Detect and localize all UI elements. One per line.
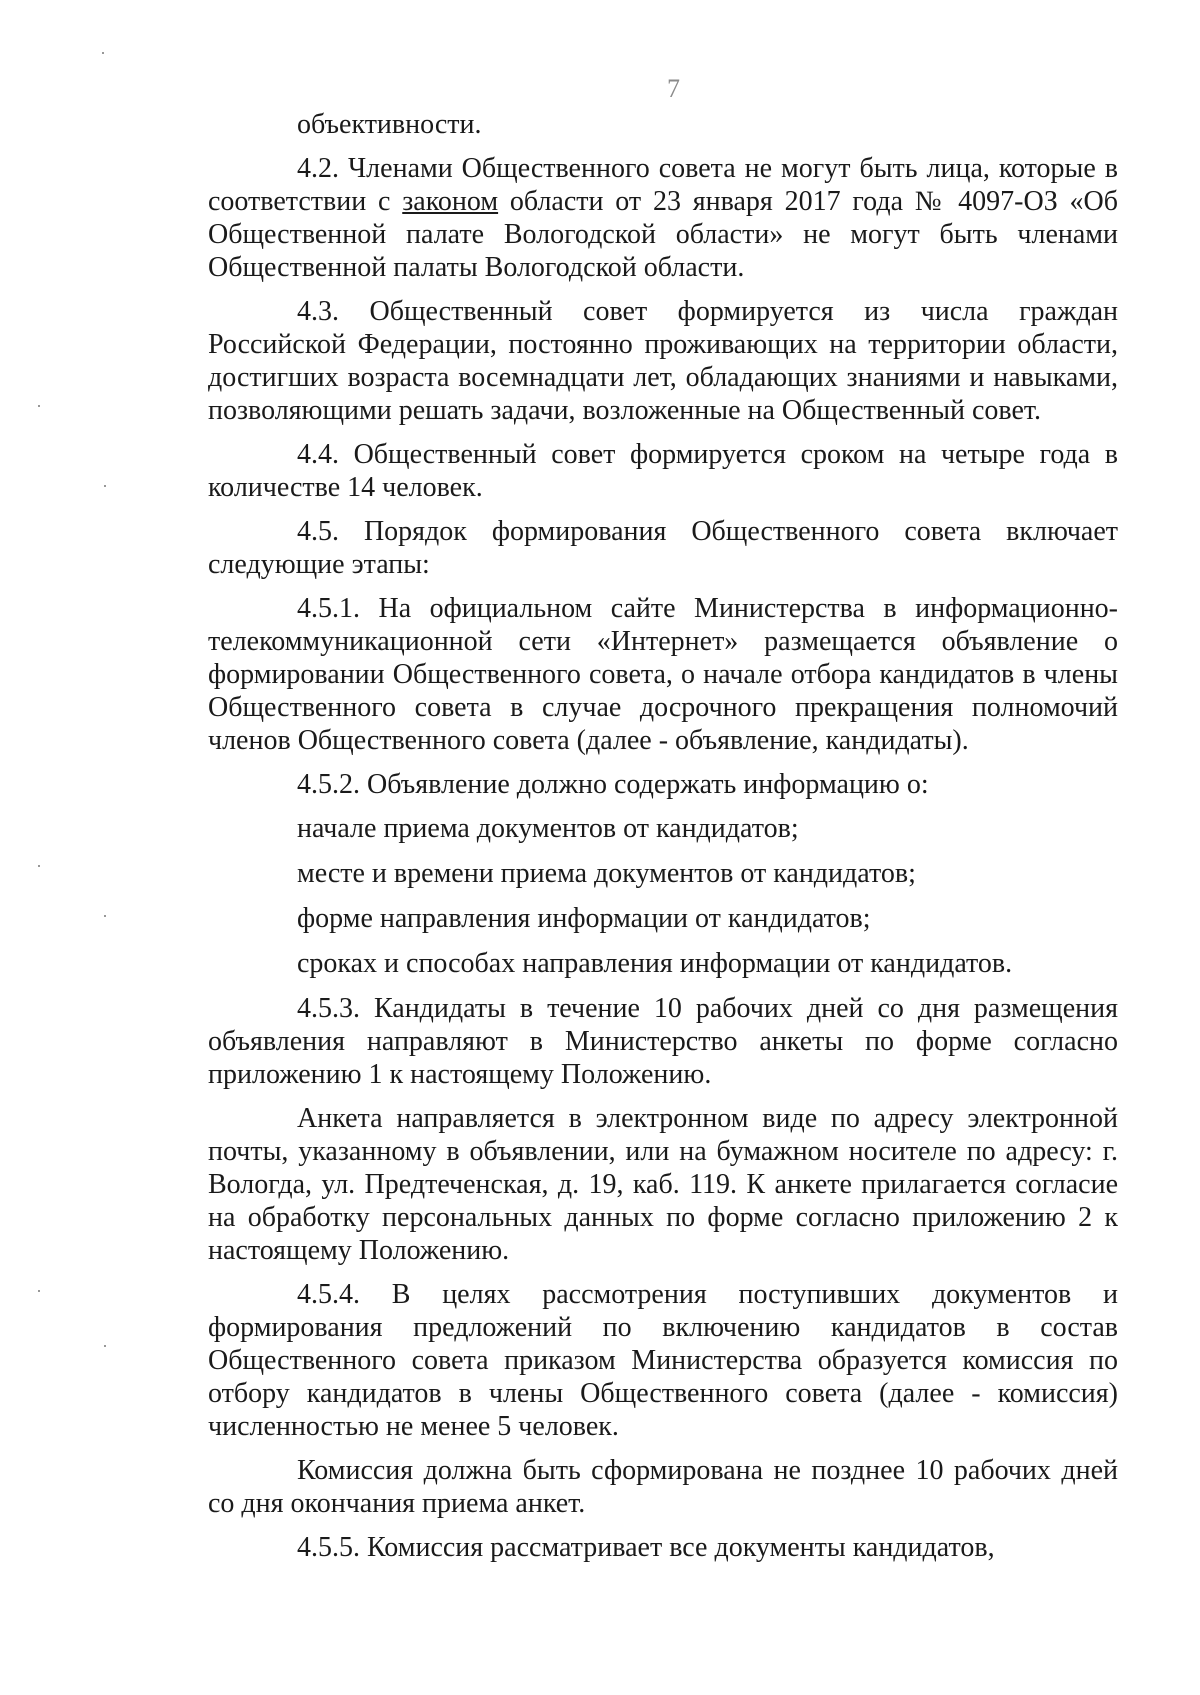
page-number: 7: [667, 74, 680, 103]
paragraph-application-form: Анкета направляется в электронном виде по адресу электронной почты, указанному в объявлении, или на бумажном носителе по адресу: г. Вологда, ул. Предтеченская, д. 19, каб. 119. К анкете прилагается согласие на обработку персональных данных по форме согласно приложению 2 к настоящему Положению.: [208, 1103, 1118, 1266]
paragraph-4-3: 4.3. Общественный совет формируется из числа граждан Российской Федерации, постоянно проживающих на территории области, достигших возраста восемнадцати лет, обладающих знаниями и навыками, позволяющими решать задачи, возложенные на Общественный совет.: [208, 296, 1118, 426]
paragraph-4-5-5: 4.5.5. Комиссия рассматривает все документы кандидатов,: [297, 1532, 995, 1563]
paragraph-4-2-text-end: области от 23 января 2017 года № 4097-ОЗ «Об Общественной палате Вологодской области» не могут быть членами Общественной палаты Вологодской области.: [208, 186, 1118, 283]
paragraph-4-2-text-start: 4.2. Членами Общественного совета не могут быть лица, которые в соответствии с: [208, 153, 1118, 217]
document-body: [208, 108, 1118, 1575]
paragraph-4-5-2: 4.5.2. Объявление должно содержать информацию о:: [297, 769, 929, 800]
paragraph-4-5-3: 4.5.3. Кандидаты в течение 10 рабочих дней со дня размещения объявления направляют в Министерство анкеты по форме согласно приложению 1 к настоящему Положению.: [208, 993, 1118, 1090]
list-item: сроках и способах направления информации от кандидатов.: [297, 948, 1013, 979]
paragraph-4-5-4: 4.5.4. В целях рассмотрения поступивших документов и формирования предложений по включению кандидатов в состав Общественного совета приказом Министерства образуется комиссия по отбору кандидатов в члены Общественного совета (далее - комиссия) численностью не менее 5 человек.: [208, 1279, 1118, 1442]
paragraph-continuation: объективности.: [297, 109, 482, 140]
scan-speck: [38, 865, 40, 867]
list-item: месте и времени приема документов от кандидатов;: [297, 858, 916, 889]
law-link[interactable]: законом: [402, 186, 499, 217]
scan-speck: [104, 485, 106, 487]
scan-speck: [104, 915, 106, 917]
paragraph-4-4: 4.4. Общественный совет формируется сроком на четыре года в количестве 14 человек.: [208, 439, 1118, 503]
scan-speck: [38, 405, 40, 407]
paragraph-4-5: 4.5. Порядок формирования Общественного совета включает следующие этапы:: [208, 516, 1118, 580]
scan-speck: [38, 1290, 40, 1292]
scan-speck: [104, 1345, 106, 1347]
paragraph-commission-deadline: Комиссия должна быть сформирована не позднее 10 рабочих дней со дня окончания приема анкет.: [208, 1455, 1118, 1519]
list-item: начале приема документов от кандидатов;: [297, 813, 799, 844]
scan-speck: [102, 52, 104, 54]
paragraph-4-5-1: 4.5.1. На официальном сайте Министерства в информационно-телекоммуникационной сети «Интернет» размещается объявление о формировании Общественного совета, о начале отбора кандидатов в члены Общественного совета в случае досрочного прекращения полномочий членов Общественного совета (далее - объявление, кандидаты).: [208, 593, 1118, 756]
paragraph-4-2: [208, 152, 1118, 284]
list-item: форме направления информации от кандидатов;: [297, 903, 871, 934]
